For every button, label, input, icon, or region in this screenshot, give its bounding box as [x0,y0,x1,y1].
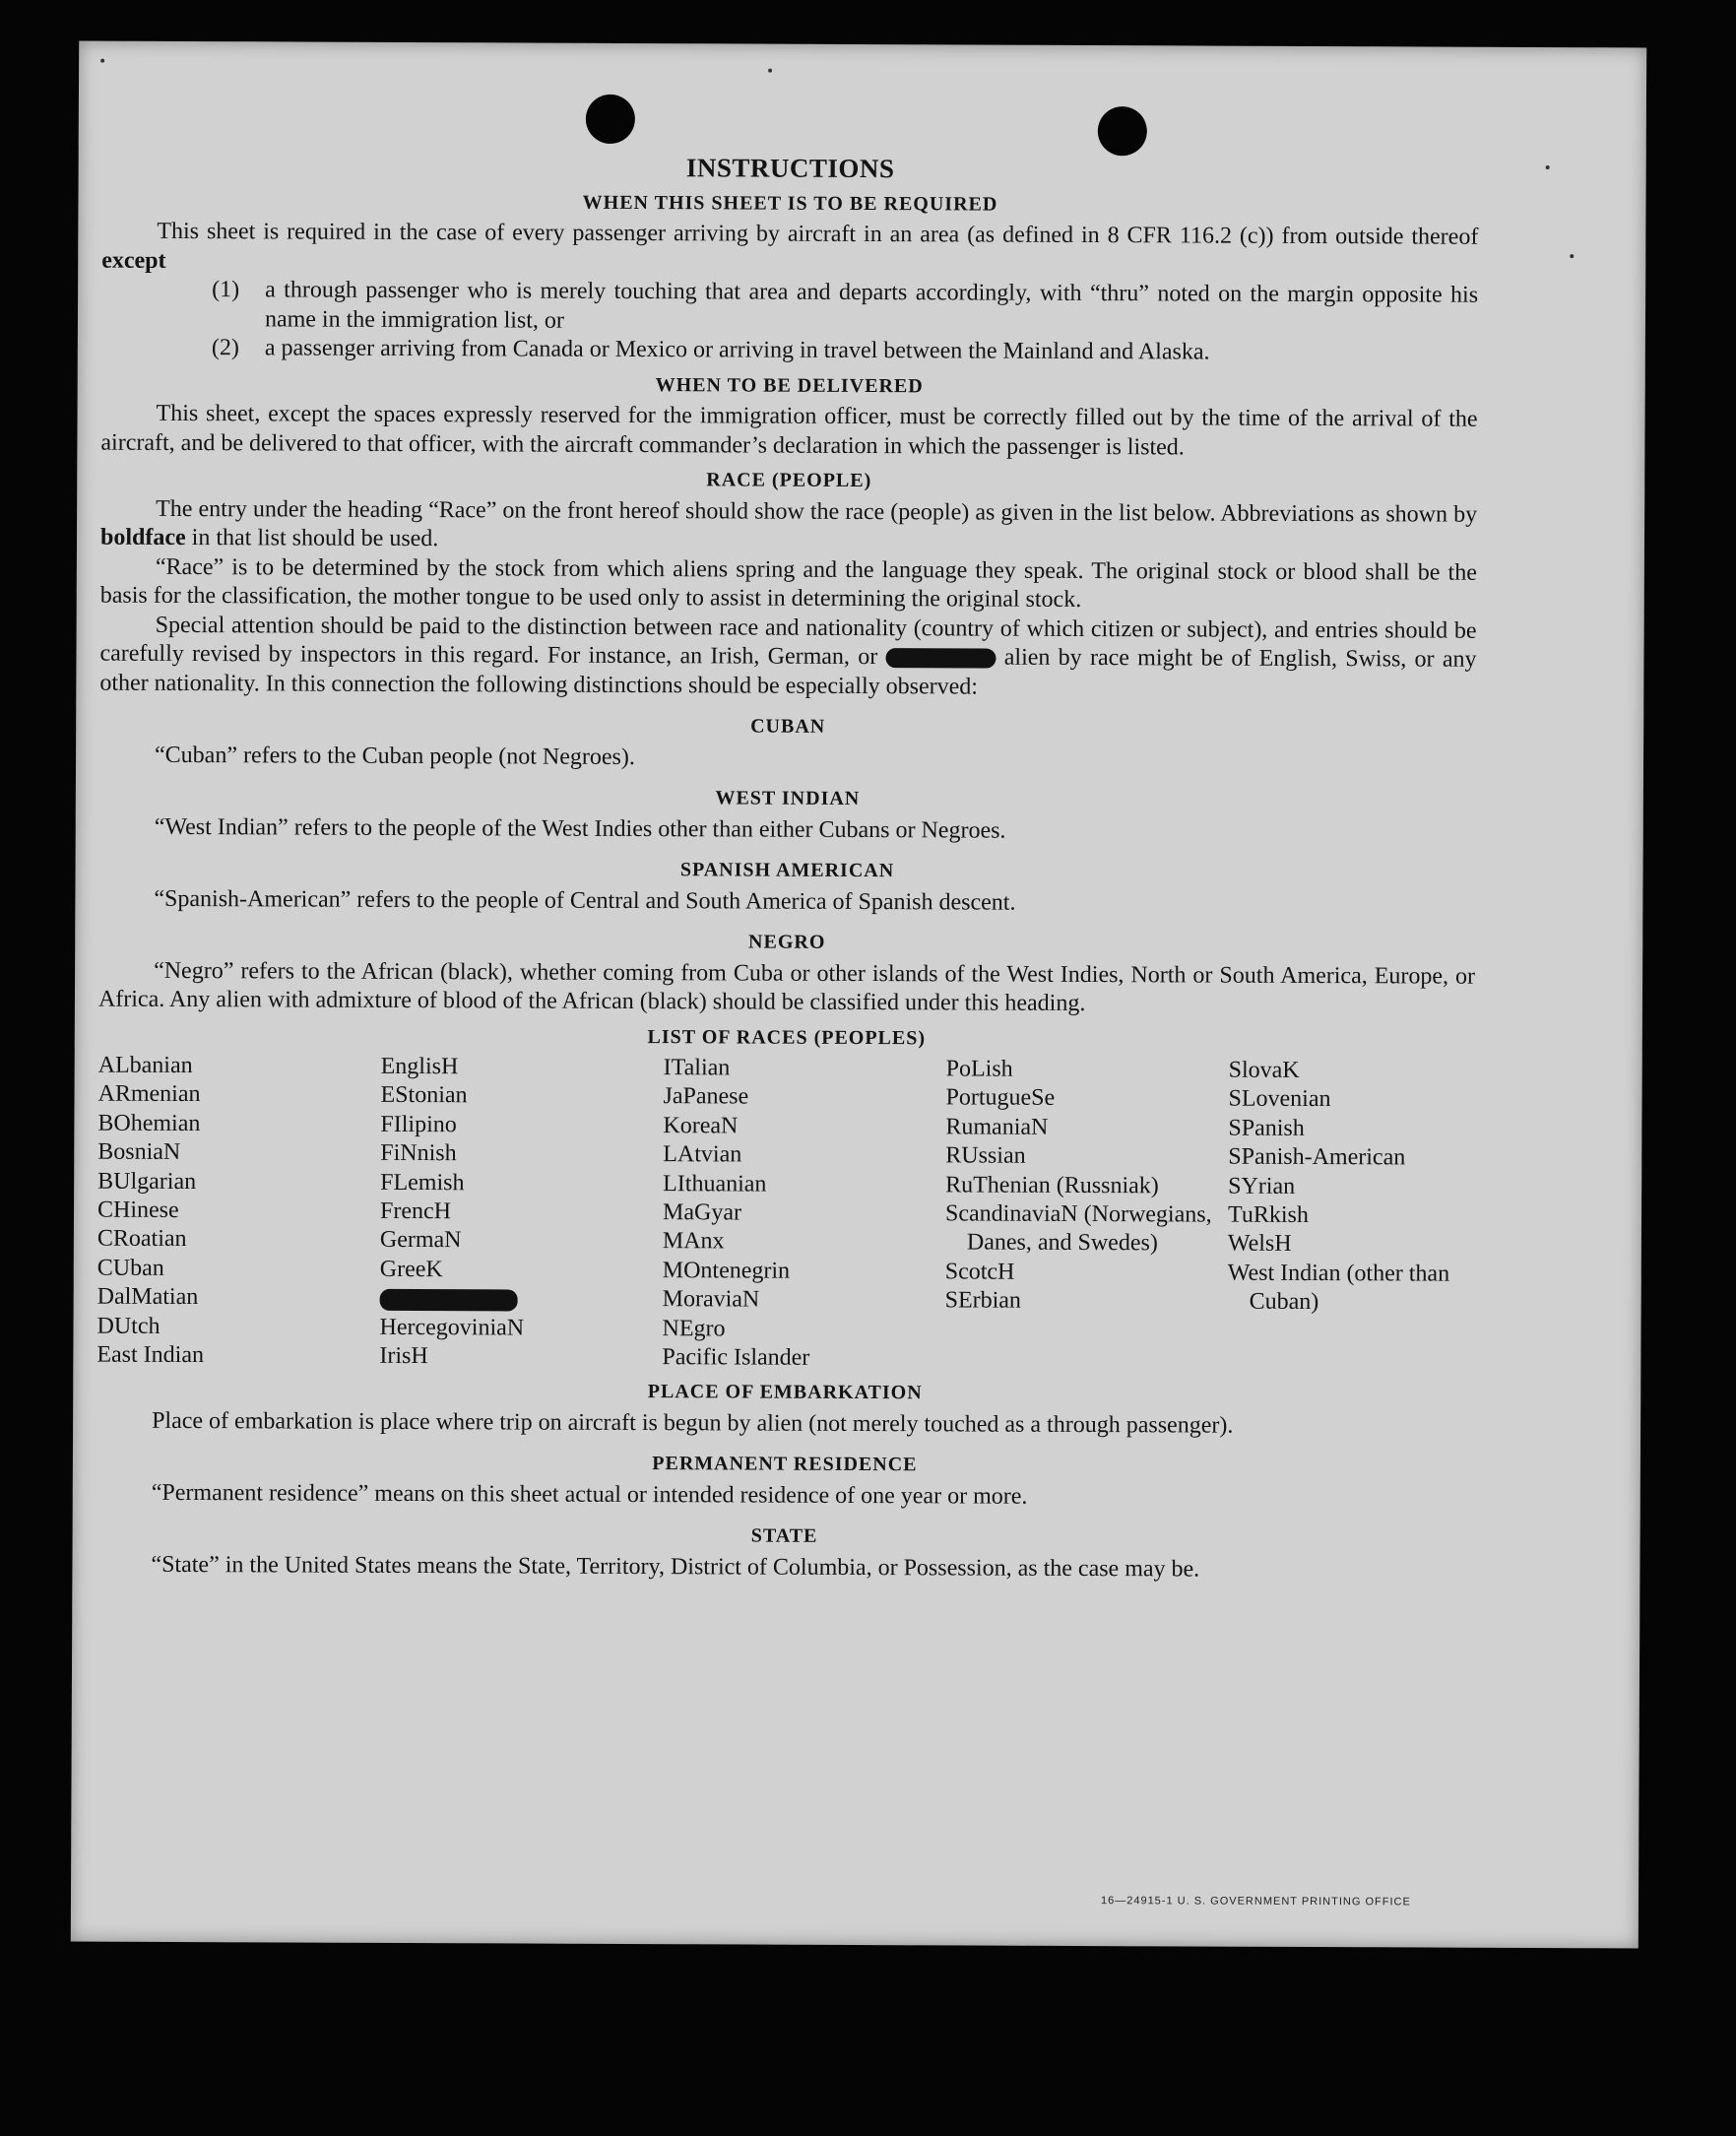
paragraph-race-3 [99,611,1476,704]
item-text: a through passenger who is merely touching that area and departs accordingly, with “thru” noted on the margin opposite his name in the immigration list, or [264,277,1479,334]
race-entry: BOhemian [97,1110,201,1136]
race-entry: EStonian [380,1082,468,1109]
list-item [212,334,1478,368]
paragraph-text: alien by race might be of English, Swiss, or any other nationality. In this connection the following distinctions should be especially observed: [99,644,1477,700]
section-heading-spanish-american: SPANISH AMERICAN [679,859,895,882]
race-entry: SErbian [944,1287,1022,1314]
race-entry: ARmenian [97,1081,201,1108]
races-column [379,1053,663,1373]
printing-office-code: 16—24915-1 U. S. GOVERNMENT PRINTING OFFICE [1100,1895,1411,1909]
races-column [944,1055,1228,1375]
paragraph-negro: “Negro” refers to the African (black), whether coming from Cuba or other islands of the West Indies, North or South America, Europe, or Africa. Any alien with admixture of blood of the African (black) should be classified under this heading. [97,957,1476,1017]
race-entry: FiNnish [380,1140,457,1167]
section-heading-race: RACE (PEOPLE) [706,469,872,492]
race-entry: ScandinaviaN (Norwegians, Danes, and Swedes) [944,1200,1212,1257]
race-entry: EnglisH [380,1053,459,1080]
race-entry: FIlipino [380,1111,457,1138]
race-entry: GermaN [379,1227,462,1254]
section-heading-negro: NEGRO [748,931,826,953]
punch-hole-left [586,95,635,144]
race-entry: ITalian [663,1055,731,1081]
speck [1570,254,1574,258]
item-number: (2) [211,335,239,361]
race-entry: WelsH [1227,1231,1292,1258]
item-text: a passenger arriving from Canada or Mexico or arriving in travel between the Mainland and Alaska. [264,335,1210,365]
item-number: (1) [212,277,240,303]
race-entry: RumaniaN [945,1114,1049,1140]
race-entry: IrisH [379,1342,428,1370]
section-heading-delivered: WHEN TO BE DELIVERED [655,373,924,397]
race-entry: FrencH [379,1197,452,1225]
race-entry: JaPanese [663,1083,749,1110]
race-entry: SPanish [1228,1115,1305,1141]
paragraph-embarkation: Place of embarkation is place where trip on aircraft is begun by alien (not merely touched as a through passenger). [152,1407,1234,1439]
section-heading-cuban: CUBAN [750,715,826,738]
paragraph-west-indian: “West Indian” refers to the people of the West Indies other than either Cubans or Negroes. [154,813,1006,844]
races-column [662,1054,945,1374]
race-entry: NEgro [662,1315,726,1342]
section-heading-state: STATE [750,1524,818,1548]
instructions-content [96,152,1478,1586]
race-entry: RuThenian (Russniak) [945,1172,1159,1198]
race-entry: West Indian (other than Cuban) [1227,1260,1450,1316]
race-entry: MAnx [662,1228,725,1255]
paragraph-cuban: “Cuban” refers to the Cuban people (not Negroes). [154,742,635,770]
race-entry: HercegoviniaN [379,1314,525,1341]
section-heading-required: WHEN THIS SHEET IS TO BE REQUIRED [582,191,998,216]
race-entry: SPanish-American [1228,1143,1406,1171]
race-entry: DalMatian [96,1283,199,1311]
race-entry: PortugueSe [945,1084,1056,1112]
race-entry: MOntenegrin [662,1257,791,1284]
document-sheet [71,41,1646,1949]
race-entry: RUssian [945,1142,1026,1169]
paragraph-delivered: This sheet, except the spaces expressly reserved for the immigration officer, must be correctly filled out by the time of the arrival of the aircraft, and be delivered to that officer, with the aircraft commander’s declaration in which the passenger is listed. [100,400,1478,460]
race-entry: CRoatian [96,1226,187,1253]
redaction-mark [380,1289,518,1312]
race-entry: FLemish [380,1169,465,1196]
paragraph-residence: “Permanent residence” means on this sheet actual or intended residence of one year or more. [151,1479,1028,1510]
race-entry: KoreaN [663,1112,739,1139]
race-entry: MaGyar [662,1199,742,1226]
race-entry: SYrian [1228,1173,1296,1199]
bold-text: except [101,247,166,274]
paragraph-text: in that list should be used. [191,525,439,552]
paragraph-race-2: “Race” is to be determined by the stock from which aliens spring and the language they speak. The original stock or blood shall be the basis for the classification, the mother tongue to be used only to assist in determining the original stock. [99,553,1477,613]
page-title: INSTRUCTIONS [685,153,895,184]
section-heading-west-indian: WEST INDIAN [715,787,861,810]
races-table [96,1052,1474,1377]
race-entry: GreeK [379,1256,443,1283]
race-entry: SlovaK [1228,1057,1300,1083]
section-heading-list-of-races: LIST OF RACES (PEOPLES) [647,1025,927,1049]
race-entry: PoLish [945,1056,1013,1082]
race-entry: ScotcH [944,1259,1015,1285]
paragraph-text: The entry under the heading “Race” on the front hereof should show the race (people) as given in the list below. Abbreviations as shown by [156,495,1478,528]
race-entry: Pacific Islander [662,1344,810,1371]
punch-hole-right [1098,106,1147,156]
speck [100,59,104,63]
paragraph-text: Special attention should be paid to the distinction between race and nationality (country of which citizen or subject), and entries should be carefully revised by inspectors in this regard. For instance, an Irish, German, or [99,612,1477,671]
race-entry: DUtch [96,1313,161,1339]
paragraph-required [101,218,1478,282]
race-entry: East Indian [96,1341,205,1369]
race-entry: BUlgarian [97,1168,197,1195]
race-entry: CUban [96,1255,164,1281]
list-item [212,276,1478,340]
redaction-mark [885,649,996,669]
race-entry: ALbanian [97,1052,193,1079]
speck [768,69,772,73]
races-column [96,1052,380,1372]
race-entry: TuRkish [1227,1201,1309,1229]
race-entry: LIthuanian [663,1170,767,1197]
section-heading-residence: PERMANENT RESIDENCE [652,1453,918,1476]
section-heading-embarkation: PLACE OF EMBARKATION [647,1381,923,1404]
race-entry: BosniaN [97,1138,181,1166]
paragraph-race-1 [100,494,1477,558]
paragraph-text: This sheet is required in the case of every passenger arriving by aircraft in an area (as defined in 8 CFR 116.2 (c)) from outside thereof [157,218,1479,250]
paragraph-state: “State” in the United States means the State, Territory, District of Columbia, or Possession, as the case may be. [151,1551,1200,1583]
race-entry [380,1284,663,1315]
race-entry: MoraviaN [662,1286,760,1313]
speck [1546,165,1550,169]
races-column [1227,1057,1511,1377]
bold-text: boldface [99,524,186,551]
race-entry: CHinese [96,1197,179,1224]
race-entry: SLovenian [1228,1086,1331,1113]
paragraph-spanish-american: “Spanish-American” refers to the people of Central and South America of Spanish descent. [154,885,1016,916]
race-entry: LAtvian [663,1141,742,1168]
